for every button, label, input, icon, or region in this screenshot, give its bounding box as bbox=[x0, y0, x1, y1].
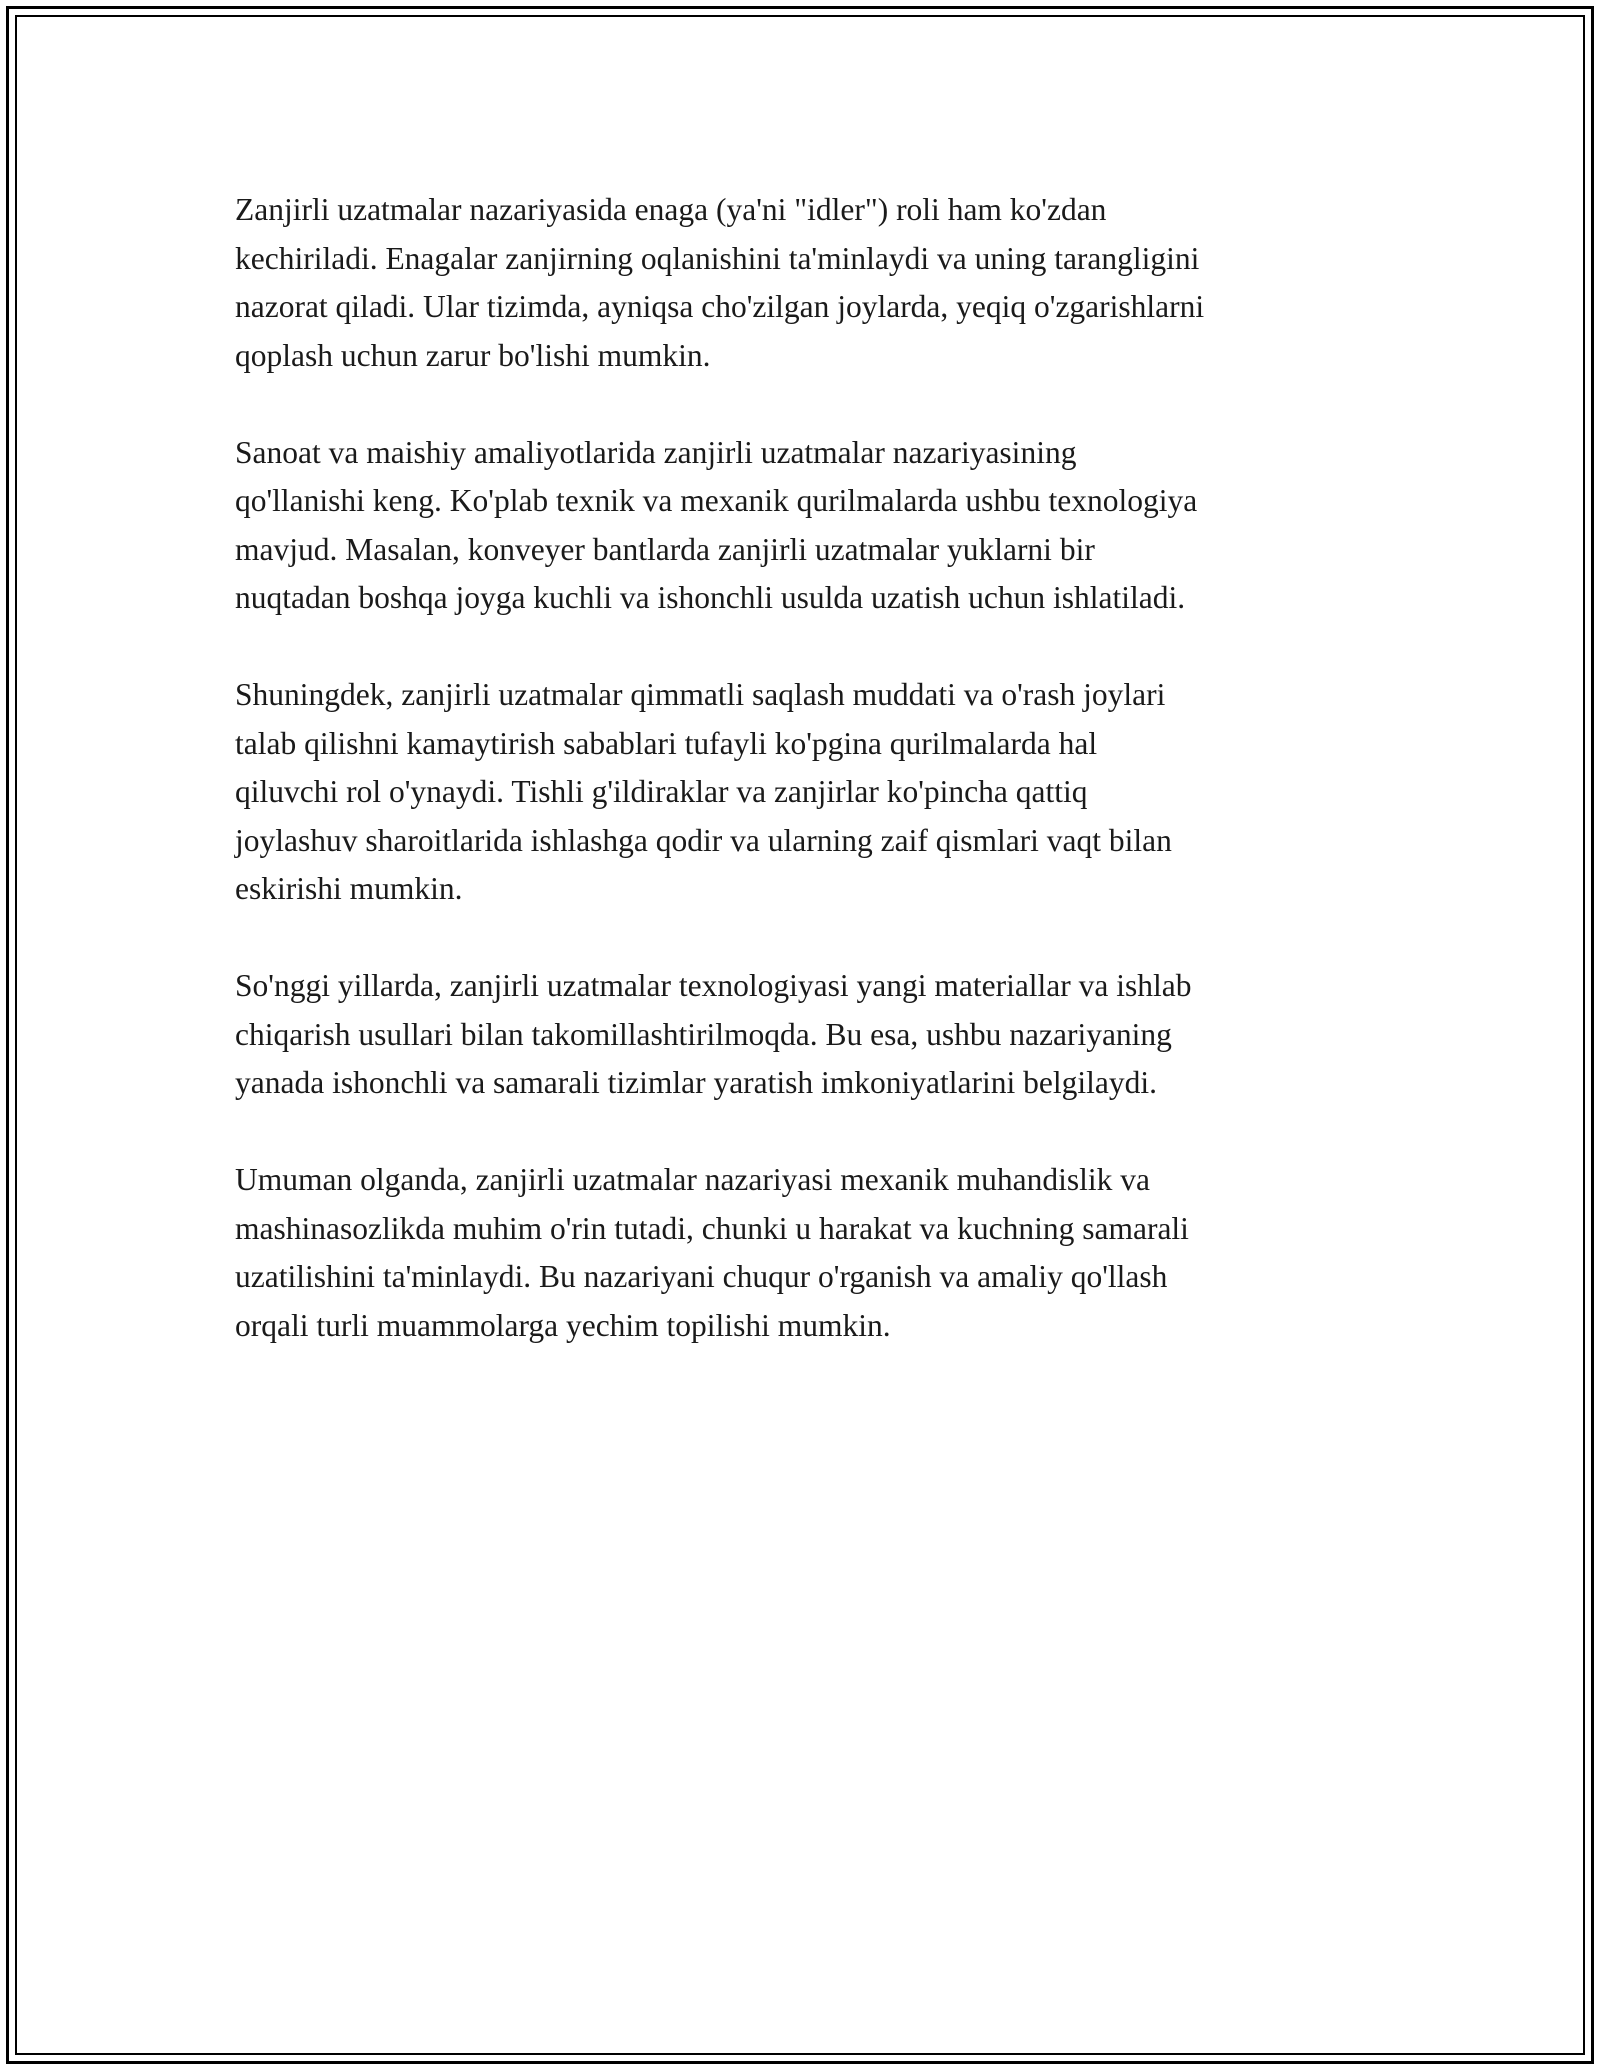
document-body bbox=[235, 186, 1375, 1399]
paragraph-line: mashinasozlikda muhim o'rin tutadi, chunki u harakat va kuchning samarali bbox=[235, 1210, 1189, 1246]
paragraph-line: Shuningdek, zanjirli uzatmalar qimmatli saqlash muddati va o'rash joylari bbox=[235, 677, 1166, 712]
paragraph-4 bbox=[235, 962, 1375, 1108]
paragraph-line: qoplash uchun zarur bo'lishi mumkin. bbox=[235, 337, 711, 373]
paragraph-line: kechiriladi. Enagalar zanjirning oqlanishini ta'minlaydi va uning tarangligini bbox=[235, 240, 1200, 276]
paragraph-line: orqali turli muammolarga yechim topilishi mumkin. bbox=[235, 1307, 891, 1343]
paragraph-3 bbox=[235, 671, 1375, 914]
paragraph-line: qiluvchi rol o'ynaydi. Tishli g'ildiraklar va zanjirlar ko'pincha qattiq bbox=[235, 774, 1088, 809]
paragraph-1 bbox=[235, 186, 1375, 380]
paragraph-line: qo'llanishi keng. Ko'plab texnik va mexanik qurilmalarda ushbu texnologiya bbox=[235, 483, 1198, 518]
paragraph-line: So'nggi yillarda, zanjirli uzatmalar texnologiyasi yangi materiallar va ishlab bbox=[235, 968, 1192, 1003]
paragraph-line: nazorat qiladi. Ular tizimda, ayniqsa cho'zilgan joylarda, yeqiq o'zgarishlarni bbox=[235, 289, 1205, 324]
paragraph-line: uzatilishini ta'minlaydi. Bu nazariyani chuqur o'rganish va amaliy qo'llash bbox=[235, 1259, 1168, 1294]
paragraph-line: nuqtadan boshqa joyga kuchli va ishonchli usulda uzatish uchun ishlatiladi. bbox=[235, 580, 1186, 615]
paragraph-line: yanada ishonchli va samarali tizimlar yaratish imkoniyatlarini belgilaydi. bbox=[235, 1065, 1157, 1100]
paragraph-line: talab qilishni kamaytirish sabablari tufayli ko'pgina qurilmalarda hal bbox=[235, 725, 1098, 761]
paragraph-line: mavjud. Masalan, konveyer bantlarda zanjirli uzatmalar yuklarni bir bbox=[235, 531, 1095, 567]
paragraph-5 bbox=[235, 1156, 1375, 1350]
paragraph-line: eskirishi mumkin. bbox=[235, 871, 463, 906]
paragraph-line: Sanoat va maishiy amaliyotlarida zanjirli uzatmalar nazariyasining bbox=[235, 434, 1077, 470]
paragraph-line: chiqarish usullari bilan takomillashtirilmoqda. Bu esa, ushbu nazariyaning bbox=[235, 1016, 1172, 1052]
paragraph-line: joylashuv sharoitlarida ishlashga qodir va ularning zaif qismlari vaqt bilan bbox=[235, 822, 1172, 858]
paragraph-line: Zanjirli uzatmalar nazariyasida enaga (ya'ni "idler") roli ham ko'zdan bbox=[235, 192, 1107, 227]
paragraph-2 bbox=[235, 429, 1375, 623]
paragraph-line: Umuman olganda, zanjirli uzatmalar nazariyasi mexanik muhandislik va bbox=[235, 1162, 1150, 1197]
